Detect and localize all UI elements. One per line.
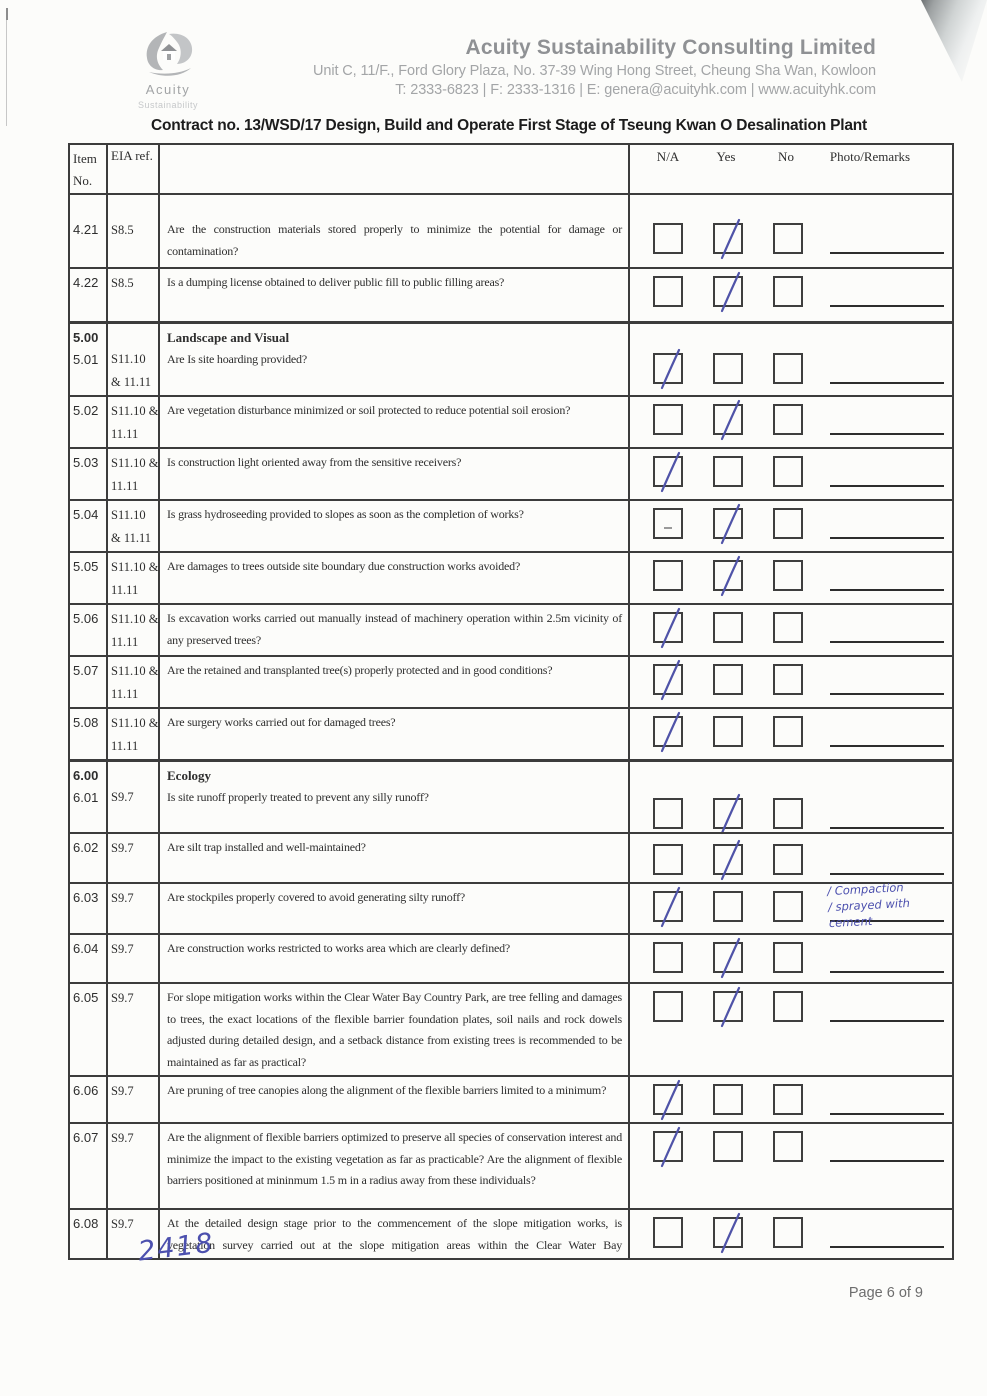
eia-ref: S11.10 & — [111, 664, 159, 678]
item-no-cell — [70, 397, 108, 447]
checkbox-no — [773, 1217, 803, 1248]
checkbox-yes — [713, 891, 743, 922]
eia-ref: 11.11 — [111, 687, 139, 701]
item-no-cell — [70, 709, 108, 759]
response-cell — [630, 762, 952, 832]
handwritten-remark: / Compaction / sprayed with cement — [826, 880, 911, 931]
eia-ref-cell — [108, 762, 160, 832]
question-cell — [160, 449, 630, 499]
checkbox-no — [773, 223, 803, 254]
logo-subtitle: Sustainability — [137, 100, 199, 110]
item-no-cell — [70, 1210, 108, 1258]
item-number: 6.06 — [73, 1083, 99, 1098]
eia-ref-cell — [108, 553, 160, 603]
checkbox-na — [653, 891, 683, 922]
question-text: Are vegetation disturbance minimized or soil protected to reduce potential soil erosion? — [167, 403, 571, 417]
table-row — [70, 1075, 952, 1122]
question-cell — [160, 1077, 630, 1122]
question-cell — [160, 269, 630, 321]
eia-ref-cell — [108, 884, 160, 933]
checkbox-no — [773, 844, 803, 875]
eia-ref: S9.7 — [111, 841, 134, 855]
question-cell — [160, 1210, 630, 1258]
contract-title: Contract no. 13/WSD/17 Design, Build and Operate First Stage of Tseung Kwan O Desalination Plant — [150, 117, 867, 134]
checkbox-na — [653, 1131, 683, 1162]
item-no-cell — [70, 449, 108, 499]
eia-ref: 11.11 — [111, 583, 139, 597]
table-row — [70, 395, 952, 447]
checkbox-na — [653, 612, 683, 643]
eia-ref: & 11.11 — [111, 531, 152, 545]
remark-blank-line — [830, 971, 944, 973]
eia-ref: S11.10 & — [111, 404, 159, 418]
header-remarks: Photo/Remarks — [829, 149, 911, 164]
table-row — [70, 216, 952, 267]
checkbox-na — [653, 844, 683, 875]
table-row — [70, 447, 952, 499]
remark-blank-line — [830, 589, 944, 591]
company-address: Unit C, 11/F., Ford Glory Plaza, No. 37-39 Wing Hong Street, Cheung Sha Wan, Kowloon — [312, 63, 876, 79]
checkbox-yes — [713, 223, 743, 254]
eia-ref: S11.10 & — [111, 456, 159, 470]
response-cell — [630, 984, 952, 1075]
remark-blank-line — [830, 1113, 944, 1115]
eia-ref-cell — [108, 324, 160, 395]
response-cell — [630, 1124, 952, 1208]
item-number: 5.05 — [73, 559, 99, 574]
checkbox-na — [653, 1217, 683, 1248]
letterhead — [196, 36, 876, 98]
eia-ref: S11.10 & — [111, 560, 159, 574]
eia-ref-cell — [108, 605, 160, 655]
item-number: 5.03 — [73, 455, 99, 470]
question-cell — [160, 762, 630, 832]
eia-ref: & 11.11 — [111, 375, 152, 389]
response-cell — [630, 501, 952, 551]
page-number: Page 6 of 9 — [848, 1285, 923, 1301]
checkbox-yes — [713, 508, 743, 539]
remark-blank-line — [830, 305, 944, 307]
question-text: Are damages to trees outside site boundary due construction works avoided? — [167, 559, 521, 573]
header-response-columns — [630, 145, 952, 193]
eia-ref: S8.5 — [111, 223, 134, 237]
checklist-table — [68, 143, 954, 1260]
checkbox-yes — [713, 276, 743, 307]
checkbox-na — [653, 276, 683, 307]
eia-ref: S11.10 — [111, 508, 146, 522]
question-text: Are stockpiles properly covered to avoid generating silty runoff? — [167, 890, 466, 904]
question-text: For slope mitigation works within the Clear Water Bay Country Park, are tree felling and damages to trees, the exact locations of the flexible barrier foundation plates, soil nails and rock dowels adjusted during detailed design, and a setback distance from existing trees is recommended to be maintained as far as practical? — [167, 990, 622, 1069]
checkbox-na — [653, 942, 683, 973]
eia-ref-cell — [108, 216, 160, 267]
eia-ref-cell — [108, 657, 160, 707]
item-number: 5.02 — [73, 403, 99, 418]
scan-edge-artifact — [6, 8, 7, 126]
eia-ref-cell — [108, 1124, 160, 1208]
response-cell — [630, 709, 952, 759]
spacer-row — [70, 193, 952, 216]
question-cell — [160, 605, 630, 655]
item-no-cell — [70, 657, 108, 707]
table-row — [70, 551, 952, 603]
response-cell — [630, 324, 952, 395]
header-eia-ref: EIA ref. — [108, 145, 160, 193]
table-row — [70, 882, 952, 933]
item-no-cell — [70, 216, 108, 267]
item-no-cell — [70, 269, 108, 321]
item-number: 6.02 — [73, 840, 99, 855]
eia-ref-cell — [108, 834, 160, 882]
remark-blank-line — [830, 745, 944, 747]
handwritten-note: 2418 — [136, 1227, 217, 1268]
question-cell — [160, 324, 630, 395]
table-row — [70, 707, 952, 759]
checkbox-yes — [713, 1217, 743, 1248]
header-question — [160, 145, 630, 193]
item-number: 6.04 — [73, 941, 99, 956]
eia-ref-cell — [108, 397, 160, 447]
item-no-cell — [70, 1077, 108, 1122]
checkbox-no — [773, 353, 803, 384]
checkbox-no — [773, 508, 803, 539]
eia-ref: 11.11 — [111, 427, 139, 441]
checkbox-na — [653, 991, 683, 1022]
item-number: 4.21 — [73, 222, 99, 237]
checkbox-yes — [713, 456, 743, 487]
question-cell — [160, 553, 630, 603]
question-text: Is excavation works carried out manually instead of machinery operation within 2.5m vicinity of any preserved trees? — [167, 611, 622, 647]
checkbox-yes — [713, 798, 743, 829]
eia-ref-cell — [108, 269, 160, 321]
checkbox-no — [773, 560, 803, 591]
checkbox-yes — [713, 612, 743, 643]
table-row — [70, 603, 952, 655]
eia-ref-cell — [108, 984, 160, 1075]
checkbox-no — [773, 276, 803, 307]
eia-ref-cell — [108, 935, 160, 982]
checkbox-yes — [713, 844, 743, 875]
question-text: Is construction light oriented away from the sensitive receivers? — [167, 455, 462, 469]
table-row — [70, 982, 952, 1075]
question-text: Are pruning of tree canopies along the alignment of the flexible barriers limited to a minimum? — [167, 1083, 607, 1097]
table-row — [70, 321, 952, 395]
checkbox-no — [773, 942, 803, 973]
remark-blank-line — [830, 1246, 944, 1248]
table-row — [70, 933, 952, 982]
table-header-row — [70, 145, 952, 193]
checkbox-no — [773, 664, 803, 695]
question-cell — [160, 984, 630, 1075]
eia-ref: S9.7 — [111, 1131, 134, 1145]
table-row — [70, 1122, 952, 1208]
response-cell — [630, 397, 952, 447]
question-cell — [160, 935, 630, 982]
response-cell — [630, 834, 952, 882]
remark-blank-line — [830, 382, 944, 384]
item-no-cell — [70, 935, 108, 982]
question-cell — [160, 884, 630, 933]
remark-blank-line — [830, 433, 944, 435]
question-cell — [160, 709, 630, 759]
checkbox-na — [653, 798, 683, 829]
table-row — [70, 832, 952, 882]
question-cell — [160, 397, 630, 447]
checkbox-no — [773, 456, 803, 487]
checkbox-yes — [713, 1084, 743, 1115]
item-no-cell — [70, 605, 108, 655]
item-no-cell — [70, 324, 108, 395]
question-text: Are the retained and transplanted tree(s) properly protected and in good conditions? — [167, 663, 553, 677]
checkbox-na — [653, 223, 683, 254]
eia-ref: S8.5 — [111, 276, 134, 290]
section-title: Landscape and Visual — [167, 330, 290, 345]
table-row — [70, 759, 952, 832]
eia-ref-cell — [108, 449, 160, 499]
checkbox-na — [653, 1084, 683, 1115]
checkbox-na — [653, 508, 683, 539]
question-text: Is grass hydroseeding provided to slopes as soon as the completion of works? — [167, 507, 524, 521]
eia-ref: S9.7 — [111, 790, 134, 804]
question-cell — [160, 834, 630, 882]
logo-name: Acuity — [145, 82, 191, 97]
remark-blank-line — [830, 873, 944, 875]
section-number: 5.00 — [73, 330, 99, 345]
item-number: 6.08 — [73, 1216, 99, 1231]
question-text: Are Is site hoarding provided? — [167, 351, 307, 366]
company-contact: T: 2333-6823 | F: 2333-1316 | E: genera@acuityhk.com | www.acuityhk.com — [395, 82, 876, 98]
item-no-cell — [70, 884, 108, 933]
pencil-dash-mark — [664, 527, 672, 529]
question-text: Are silt trap installed and well-maintained? — [167, 840, 366, 854]
item-no-cell — [70, 834, 108, 882]
item-no-cell — [70, 501, 108, 551]
item-number: 5.01 — [73, 351, 99, 367]
header-na: N/A — [656, 149, 680, 164]
checkbox-na — [653, 664, 683, 695]
question-cell — [160, 657, 630, 707]
response-cell — [630, 216, 952, 267]
response-cell — [630, 449, 952, 499]
eia-ref-cell — [108, 709, 160, 759]
remark-blank-line — [830, 641, 944, 643]
header-yes: Yes — [716, 149, 736, 164]
item-number: 5.07 — [73, 663, 99, 678]
eia-ref: S9.7 — [111, 942, 134, 956]
remark-blank-line — [830, 1160, 944, 1162]
checkbox-na — [653, 404, 683, 435]
eia-ref-cell — [108, 501, 160, 551]
eia-ref: S11.10 — [111, 352, 146, 366]
section-number: 6.00 — [73, 768, 99, 783]
item-no-cell — [70, 1124, 108, 1208]
checkbox-no — [773, 1131, 803, 1162]
checkbox-yes — [713, 1131, 743, 1162]
checkbox-no — [773, 404, 803, 435]
response-cell — [630, 657, 952, 707]
page-corner-fold — [921, 0, 987, 82]
item-number: 5.08 — [73, 715, 99, 730]
question-text: Are construction works restricted to works area which are clearly defined? — [167, 941, 511, 955]
checkbox-yes — [713, 664, 743, 695]
response-cell — [630, 269, 952, 321]
remark-blank-line — [830, 485, 944, 487]
item-number: 6.05 — [73, 990, 99, 1005]
checkbox-na — [653, 353, 683, 384]
question-text: Are the alignment of flexible barriers optimized to preserve all species of conservation interest and minimize the impact to the existing vegetation as far as practicable? Are the alignment of flexible barriers positioned at mininmum 1.5 m in a radius away from these individuals? — [167, 1130, 622, 1187]
checkbox-no — [773, 716, 803, 747]
question-cell — [160, 216, 630, 267]
eia-ref: S11.10 & — [111, 716, 159, 730]
question-text: Are surgery works carried out for damaged trees? — [167, 715, 396, 729]
eia-ref: 11.11 — [111, 739, 139, 753]
eia-ref: 11.11 — [111, 479, 139, 493]
item-number: 6.03 — [73, 890, 99, 905]
header-no: No — [778, 149, 794, 164]
checkbox-yes — [713, 404, 743, 435]
response-cell — [630, 880, 952, 933]
remark-blank-line — [830, 693, 944, 695]
table-row — [70, 655, 952, 707]
checkbox-no — [773, 798, 803, 829]
response-cell — [630, 605, 952, 655]
checkbox-no — [773, 1084, 803, 1115]
item-no-cell — [70, 984, 108, 1075]
remark-blank-line — [830, 1020, 944, 1022]
item-number: 6.07 — [73, 1130, 99, 1145]
item-number: 6.01 — [73, 789, 99, 805]
question-text: Is site runoff properly treated to prevent any silly runoff? — [167, 789, 429, 804]
eia-ref: S9.7 — [111, 1217, 134, 1231]
eia-ref: S9.7 — [111, 891, 134, 905]
checkbox-yes — [713, 991, 743, 1022]
item-number: 5.04 — [73, 507, 99, 522]
question-text: Are the construction materials stored properly to minimize the potential for damage or contamination? — [167, 222, 622, 258]
item-number: 5.06 — [73, 611, 99, 626]
table-row — [70, 267, 952, 321]
response-cell — [630, 1210, 952, 1258]
checkbox-na — [653, 716, 683, 747]
response-cell — [630, 1077, 952, 1122]
question-text: At the detailed design stage prior to the commencement of the slope mitigation works, is vegetation survey carried out at the slope mitigation areas within the Clear Water Bay — [167, 1216, 622, 1252]
checkbox-na — [653, 456, 683, 487]
checkbox-yes — [713, 942, 743, 973]
remark-blank-line — [830, 252, 944, 254]
eia-ref: 11.11 — [111, 635, 139, 649]
remark-blank-line — [830, 537, 944, 539]
checkbox-yes — [713, 560, 743, 591]
eia-ref: S11.10 & — [111, 612, 159, 626]
response-cell — [630, 553, 952, 603]
response-cell — [630, 935, 952, 982]
item-number: 4.22 — [73, 275, 99, 290]
eia-ref: S9.7 — [111, 991, 134, 1005]
question-text: Is a dumping license obtained to deliver public fill to public filling areas? — [167, 275, 505, 289]
header-item-no: Item No. — [70, 145, 108, 193]
item-no-cell — [70, 553, 108, 603]
company-name: Acuity Sustainability Consulting Limited — [465, 36, 876, 59]
question-cell — [160, 1124, 630, 1208]
table-row — [70, 499, 952, 551]
checkbox-na — [653, 560, 683, 591]
checkbox-no — [773, 612, 803, 643]
eia-ref-cell — [108, 1077, 160, 1122]
checkbox-yes — [713, 716, 743, 747]
question-cell — [160, 501, 630, 551]
eia-ref: S9.7 — [111, 1084, 134, 1098]
checkbox-no — [773, 891, 803, 922]
checkbox-yes — [713, 353, 743, 384]
remark-blank-line — [830, 827, 944, 829]
section-title: Ecology — [167, 768, 212, 783]
item-no-cell — [70, 762, 108, 832]
checkbox-no — [773, 991, 803, 1022]
